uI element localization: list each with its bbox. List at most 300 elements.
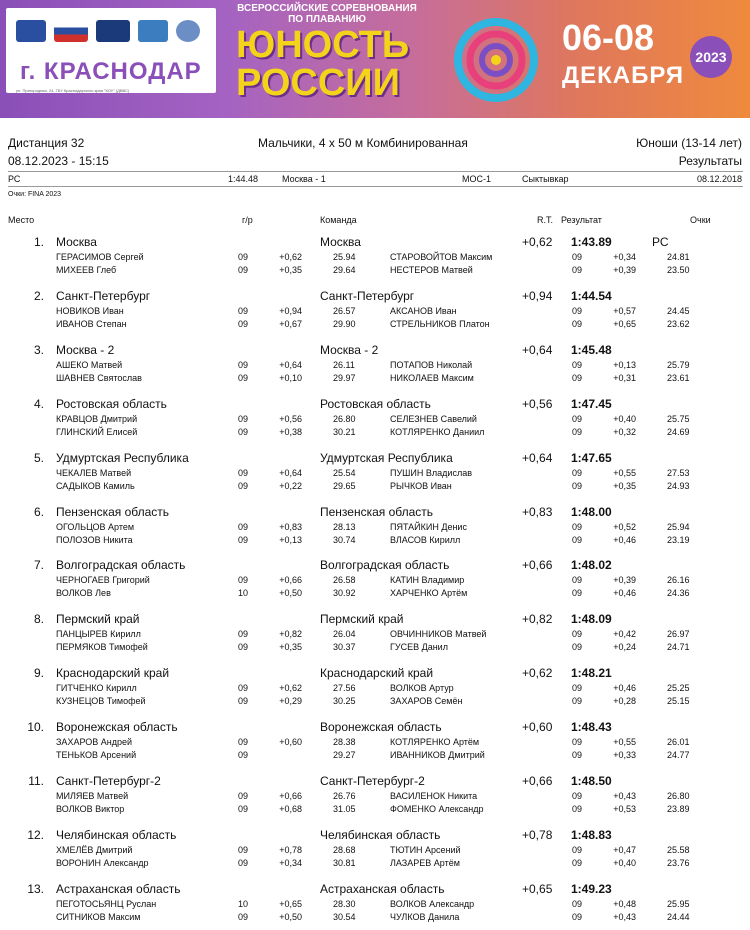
- result-reaction-time: +0,78: [522, 828, 553, 842]
- swimmer-rt-right: +0,35: [613, 481, 636, 491]
- organizer-logo-1: [16, 20, 46, 42]
- swimmer-split: 27.56: [333, 683, 356, 693]
- swimmer-rt-left: +0,64: [279, 468, 302, 478]
- swimmer-rt-right: +0,31: [613, 373, 636, 383]
- swimmer-yob-right: 09: [572, 265, 583, 275]
- swimmer-yob-left: 10: [238, 899, 249, 909]
- swimmer-name-right: КАТИН Владимир: [390, 575, 465, 585]
- swimmer-split: 26.80: [333, 414, 356, 424]
- swimmer-name-right: ТЮТИН Арсений: [390, 845, 461, 855]
- result-reaction-time: +0,94: [522, 289, 553, 303]
- swimmer-yob-right: 09: [572, 319, 583, 329]
- swimmer-split: 28.68: [333, 845, 356, 855]
- swimmer-yob-left: 09: [238, 912, 249, 922]
- swimmer-split: 28.13: [333, 522, 356, 532]
- swimmer-split: 30.25: [333, 696, 356, 706]
- swimmer-name-right: СТРЕЛЬНИКОВ Платон: [390, 319, 490, 329]
- swimmer-rt-left: +0,13: [279, 535, 302, 545]
- result-team-right: Санкт-Петербург: [320, 289, 415, 303]
- swimmer-name-left: ПЕРМЯКОВ Тимофей: [56, 642, 148, 652]
- age-group: Юноши (13-14 лет): [636, 136, 742, 150]
- swimmer-split: 26.04: [333, 629, 356, 639]
- swimmer-split: 29.97: [333, 373, 356, 383]
- swimmer-name-left: ПОЛОЗОВ Никита: [56, 535, 133, 545]
- swimmer-split: 30.21: [333, 427, 356, 437]
- swimmer-rt-left: +0,22: [279, 481, 302, 491]
- swimmer-yob-right: 09: [572, 845, 583, 855]
- result-time: 1:45.48: [571, 343, 612, 357]
- swimmer-rt-right: +0,46: [613, 588, 636, 598]
- result-time: 1:48.02: [571, 558, 612, 572]
- swimmer-name-left: ВОЛКОВ Виктор: [56, 804, 125, 814]
- swimmer-split: 28.30: [333, 899, 356, 909]
- result-place: 10.: [27, 720, 44, 734]
- result-team-left: Краснодарский край: [56, 666, 170, 680]
- result-reaction-time: +0,82: [522, 612, 553, 626]
- event-month: ДЕКАБРЯ: [562, 62, 684, 89]
- result-team-right: Воронежская область: [320, 720, 442, 734]
- swimmer-yob-right: 09: [572, 750, 583, 760]
- swimmer-yob-right: 09: [572, 804, 583, 814]
- result-team-right: Челябинская область: [320, 828, 441, 842]
- swimmer-name-right: ВОЛКОВ Артур: [390, 683, 454, 693]
- swimmer-yob-right: 09: [572, 629, 583, 639]
- city-title: г. КРАСНОДАР: [20, 58, 202, 85]
- swimmer-rt-left: +0,60: [279, 737, 302, 747]
- swimmer-rt-right: +0,57: [613, 306, 636, 316]
- result-reaction-time: +0,66: [522, 774, 553, 788]
- record-city: Сыктывкар: [522, 174, 569, 184]
- event-year-badge: 2023: [690, 36, 732, 78]
- swimmer-rt-left: +0,35: [279, 642, 302, 652]
- swimmer-rt-right: +0,34: [613, 252, 636, 262]
- swimmer-rt-left: +0,94: [279, 306, 302, 316]
- swimmer-rt-right: +0,39: [613, 575, 636, 585]
- swimmer-points: 26.16: [667, 575, 690, 585]
- swimmer-split: 25.94: [333, 252, 356, 262]
- swimmer-name-left: МИХЕЕВ Глеб: [56, 265, 117, 275]
- swimmer-name-right: ПУШИН Владислав: [390, 468, 472, 478]
- swimmer-name-left: ВОЛКОВ Лев: [56, 588, 111, 598]
- swimmer-yob-right: 09: [572, 481, 583, 491]
- swimmer-split: 29.64: [333, 265, 356, 275]
- swimmer-points: 23.50: [667, 265, 690, 275]
- swimmer-name-right: ХАРЧЕНКО Артём: [390, 588, 468, 598]
- swimmer-rt-right: +0,43: [613, 912, 636, 922]
- organizer-logo-3: [96, 20, 130, 42]
- swimmer-yob-left: 09: [238, 319, 249, 329]
- swimmer-rt-right: +0,52: [613, 522, 636, 532]
- swimmer-rt-left: +0,66: [279, 791, 302, 801]
- swimmer-name-right: ОВЧИННИКОВ Матвей: [390, 629, 487, 639]
- swimmer-points: 25.79: [667, 360, 690, 370]
- swimmer-rt-right: +0,43: [613, 791, 636, 801]
- swimmer-yob-left: 09: [238, 791, 249, 801]
- swimmer-rt-left: +0,50: [279, 912, 302, 922]
- swimmer-yob-left: 09: [238, 360, 249, 370]
- swimmer-yob-left: 09: [238, 575, 249, 585]
- swimmer-yob-right: 09: [572, 588, 583, 598]
- swimmer-split: 25.54: [333, 468, 356, 478]
- swimmer-name-left: САДЫКОВ Камиль: [56, 481, 135, 491]
- record-code: РС: [8, 174, 21, 184]
- swimmer-name-left: ПАНЦЫРЕВ Кирилл: [56, 629, 141, 639]
- col-team: Команда: [320, 215, 357, 225]
- swimmer-name-left: ШАВНЕВ Святослав: [56, 373, 142, 383]
- swimmer-points: 24.71: [667, 642, 690, 652]
- swimmer-name-left: ВОРОНИН Александр: [56, 858, 149, 868]
- swimmer-rt-left: +0,50: [279, 588, 302, 598]
- results-label: Результаты: [678, 154, 742, 168]
- swimmer-rt-left: +0,78: [279, 845, 302, 855]
- swimmer-name-left: КРАВЦОВ Дмитрий: [56, 414, 138, 424]
- swimmer-split: 30.81: [333, 858, 356, 868]
- swimmer-rt-right: +0,48: [613, 899, 636, 909]
- swimmer-points: 23.61: [667, 373, 690, 383]
- swimmer-yob-left: 10: [238, 588, 249, 598]
- swimmer-yob-left: 09: [238, 629, 249, 639]
- result-place: 1.: [33, 235, 44, 249]
- swimmer-yob-left: 09: [238, 414, 249, 424]
- result-reaction-time: +0,64: [522, 343, 553, 357]
- swimmer-split: 30.54: [333, 912, 356, 922]
- event-banner: [0, 0, 750, 118]
- organizer-logo-4: [138, 20, 168, 42]
- swimmer-rt-left: +0,62: [279, 252, 302, 262]
- result-place: 13.: [27, 882, 44, 896]
- swimmer-name-right: КОТЛЯРЕНКО Артём: [390, 737, 480, 747]
- result-time: 1:49.23: [571, 882, 612, 896]
- result-place: 8.: [33, 612, 44, 626]
- swimmer-rt-left: +0,68: [279, 804, 302, 814]
- swimmer-name-right: ЧУЛКОВ Данила: [390, 912, 460, 922]
- result-reaction-time: +0,64: [522, 451, 553, 465]
- swimmer-name-left: ЧЕКАЛЕВ Матвей: [56, 468, 132, 478]
- swimmer-points: 23.62: [667, 319, 690, 329]
- swimmer-rt-right: +0,53: [613, 804, 636, 814]
- result-team-right: Пермский край: [320, 612, 404, 626]
- swimmer-points: 24.93: [667, 481, 690, 491]
- swimmer-name-left: КУЗНЕЦОВ Тимофей: [56, 696, 146, 706]
- result-reaction-time: +0,83: [522, 505, 553, 519]
- swimmer-rt-right: +0,65: [613, 319, 636, 329]
- swimmer-name-right: ПЯТАЙКИН Денис: [390, 522, 467, 532]
- swimmer-rt-left: +0,10: [279, 373, 302, 383]
- swimmer-name-right: ЗАХАРОВ Семён: [390, 696, 463, 706]
- swimmer-yob-left: 09: [238, 804, 249, 814]
- swimmer-yob-right: 09: [572, 683, 583, 693]
- swimmer-rt-left: +0,34: [279, 858, 302, 868]
- swimmer-yob-left: 09: [238, 642, 249, 652]
- swimmer-rt-left: +0,66: [279, 575, 302, 585]
- result-team-left: Москва - 2: [56, 343, 115, 357]
- city-address: ул. Пригородная, 24, ГБУ Краснодарского края "КОУ" (ДВВС): [16, 88, 130, 93]
- swimmer-yob-left: 09: [238, 535, 249, 545]
- swimmer-yob-right: 09: [572, 306, 583, 316]
- result-place: 5.: [33, 451, 44, 465]
- organizer-logo-5: [176, 20, 200, 42]
- swimmer-name-left: ГИТЧЕНКО Кирилл: [56, 683, 137, 693]
- result-reaction-time: +0,62: [522, 235, 553, 249]
- result-team-left: Челябинская область: [56, 828, 177, 842]
- swimmer-points: 24.69: [667, 427, 690, 437]
- result-team-left: Санкт-Петербург: [56, 289, 151, 303]
- swimmer-name-right: НИКОЛАЕВ Максим: [390, 373, 474, 383]
- result-time: 1:48.00: [571, 505, 612, 519]
- swimmer-name-left: ИВАНОВ Степан: [56, 319, 127, 329]
- swimmer-yob-left: 09: [238, 481, 249, 491]
- swimmer-yob-left: 09: [238, 696, 249, 706]
- result-time: 1:47.65: [571, 451, 612, 465]
- swimmer-points: 26.97: [667, 629, 690, 639]
- header-divider: [8, 171, 743, 172]
- swimmer-yob-right: 09: [572, 414, 583, 424]
- swimmer-rt-left: +0,35: [279, 265, 302, 275]
- swimmer-points: 25.58: [667, 845, 690, 855]
- swimmer-yob-left: 09: [238, 265, 249, 275]
- swimmer-yob-right: 09: [572, 373, 583, 383]
- swimmer-name-right: ИВАННИКОВ Дмитрий: [390, 750, 485, 760]
- swimmer-yob-right: 09: [572, 575, 583, 585]
- swimmer-split: 31.05: [333, 804, 356, 814]
- swimmer-points: 25.75: [667, 414, 690, 424]
- swimmer-yob-left: 09: [238, 522, 249, 532]
- swimmer-name-right: ФОМЕНКО Александр: [390, 804, 484, 814]
- result-place: 12.: [27, 828, 44, 842]
- swimmer-name-left: ГЕРАСИМОВ Сергей: [56, 252, 144, 262]
- swimmer-rt-left: +0,82: [279, 629, 302, 639]
- result-team-right: Санкт-Петербург-2: [320, 774, 425, 788]
- swimmer-yob-left: 09: [238, 737, 249, 747]
- swimmer-points: 27.53: [667, 468, 690, 478]
- result-reaction-time: +0,62: [522, 666, 553, 680]
- swimmer-rt-right: +0,28: [613, 696, 636, 706]
- swimmer-yob-right: 09: [572, 252, 583, 262]
- swimmer-name-right: РЫЧКОВ Иван: [390, 481, 452, 491]
- result-team-left: Удмуртская Республика: [56, 451, 189, 465]
- swimmer-points: 26.80: [667, 791, 690, 801]
- result-team-left: Пермский край: [56, 612, 140, 626]
- swimmer-split: 30.37: [333, 642, 356, 652]
- swimmer-yob-left: 09: [238, 468, 249, 478]
- swimmer-yob-right: 09: [572, 696, 583, 706]
- swimmer-rt-right: +0,40: [613, 858, 636, 868]
- swimmer-split: 28.38: [333, 737, 356, 747]
- result-place: 11.: [28, 774, 44, 788]
- result-team-left: Ростовская область: [56, 397, 167, 411]
- swimmer-rt-right: +0,42: [613, 629, 636, 639]
- swimmer-points: 24.45: [667, 306, 690, 316]
- result-team-right: Удмуртская Республика: [320, 451, 453, 465]
- result-time: 1:48.83: [571, 828, 612, 842]
- swimmer-points: 23.76: [667, 858, 690, 868]
- result-reaction-time: +0,66: [522, 558, 553, 572]
- result-team-right: Пензенская область: [320, 505, 434, 519]
- swimmer-yob-right: 09: [572, 468, 583, 478]
- swimmer-name-left: ТЕНЬКОВ Арсений: [56, 750, 137, 760]
- swimmer-split: 30.92: [333, 588, 356, 598]
- result-record-note: РС: [652, 235, 669, 249]
- swimmer-name-right: ВОЛКОВ Александр: [390, 899, 475, 909]
- swimmer-name-right: СТАРОВОЙТОВ Максим: [390, 252, 493, 262]
- swimmer-rt-left: +0,65: [279, 899, 302, 909]
- distance-label: Дистанция 32: [8, 136, 85, 150]
- result-team-left: Волгоградская область: [56, 558, 186, 572]
- swimmer-yob-right: 09: [572, 535, 583, 545]
- swimmer-name-left: ГЛИНСКИЙ Елисей: [56, 427, 138, 437]
- result-place: 3.: [33, 343, 44, 357]
- result-time: 1:47.45: [571, 397, 612, 411]
- swimmer-points: 25.95: [667, 899, 690, 909]
- swimmer-name-right: АКСАНОВ Иван: [390, 306, 457, 316]
- result-team-right: Астраханская область: [320, 882, 445, 896]
- swimmer-name-right: ВАСИЛЕНОК Никита: [390, 791, 478, 801]
- swimmer-name-right: ВЛАСОВ Кирилл: [390, 535, 461, 545]
- result-place: 9.: [33, 666, 44, 680]
- swimmer-name-left: АШЕКО Матвей: [56, 360, 123, 370]
- swimmer-rt-left: +0,56: [279, 414, 302, 424]
- result-team-right: Ростовская область: [320, 397, 431, 411]
- swimmer-rt-right: +0,39: [613, 265, 636, 275]
- swimmer-rt-right: +0,13: [613, 360, 636, 370]
- result-place: 6.: [33, 505, 44, 519]
- swimmer-yob-left: 09: [238, 750, 249, 760]
- swimmer-split: 30.74: [333, 535, 356, 545]
- result-team-right: Волгоградская область: [320, 558, 450, 572]
- swimmer-rt-right: +0,24: [613, 642, 636, 652]
- swimmer-points: 24.77: [667, 750, 690, 760]
- result-team-right: Краснодарский край: [320, 666, 434, 680]
- col-yob: г/р: [242, 215, 253, 225]
- swimmer-yob-right: 09: [572, 522, 583, 532]
- result-time: 1:48.21: [571, 666, 612, 680]
- swimmer-yob-right: 09: [572, 360, 583, 370]
- swimmer-yob-right: 09: [572, 858, 583, 868]
- swimmer-rt-right: +0,47: [613, 845, 636, 855]
- result-team-left: Пензенская область: [56, 505, 170, 519]
- swimmer-rt-left: +0,64: [279, 360, 302, 370]
- event-title-line2: РОССИИ: [236, 62, 400, 104]
- swimmer-points: 24.44: [667, 912, 690, 922]
- record-region: МОС-1: [462, 174, 491, 184]
- record-team: Москва - 1: [282, 174, 326, 184]
- swimmer-yob-left: 09: [238, 858, 249, 868]
- result-time: 1:48.43: [571, 720, 612, 734]
- swimmer-name-left: ПЕГОТОСЬЯНЦ Руслан: [56, 899, 157, 909]
- swirl-logo-icon: [452, 8, 540, 108]
- swimmer-name-left: МИЛЯЕВ Матвей: [56, 791, 129, 801]
- swimmer-points: 25.94: [667, 522, 690, 532]
- col-result: Результат: [561, 215, 602, 225]
- result-team-right: Москва - 2: [320, 343, 379, 357]
- result-reaction-time: +0,65: [522, 882, 553, 896]
- swimmer-yob-left: 09: [238, 252, 249, 262]
- result-place: 7.: [33, 558, 44, 572]
- swimmer-split: 26.11: [333, 360, 355, 370]
- record-divider: [8, 186, 743, 187]
- swimmer-points: 26.01: [667, 737, 690, 747]
- result-place: 2.: [33, 289, 44, 303]
- result-team-right: Москва: [320, 235, 361, 249]
- swimmer-rt-right: +0,33: [613, 750, 636, 760]
- swimmer-rt-right: +0,32: [613, 427, 636, 437]
- swimmer-points: 25.15: [667, 696, 690, 706]
- result-team-left: Санкт-Петербург-2: [56, 774, 161, 788]
- swimmer-name-right: КОТЛЯРЕНКО Даниил: [390, 427, 485, 437]
- swimmer-points: 24.36: [667, 588, 690, 598]
- event-datetime: 08.12.2023 - 15:15: [8, 154, 109, 168]
- organizer-logo-2: [54, 20, 88, 42]
- result-reaction-time: +0,56: [522, 397, 553, 411]
- result-team-left: Астраханская область: [56, 882, 181, 896]
- result-time: 1:43.89: [571, 235, 612, 249]
- swimmer-points: 24.81: [667, 252, 690, 262]
- swimmer-yob-left: 09: [238, 306, 249, 316]
- swimmer-rt-left: +0,29: [279, 696, 302, 706]
- swimmer-yob-right: 09: [572, 737, 583, 747]
- record-date: 08.12.2018: [696, 174, 742, 184]
- swimmer-name-right: НЕСТЕРОВ Матвей: [390, 265, 473, 275]
- record-time: 1:44.48: [228, 174, 259, 184]
- swimmer-yob-right: 09: [572, 791, 583, 801]
- swimmer-rt-right: +0,55: [613, 468, 636, 478]
- swimmer-rt-right: +0,46: [613, 535, 636, 545]
- swimmer-yob-right: 09: [572, 899, 583, 909]
- swimmer-rt-left: +0,83: [279, 522, 302, 532]
- swimmer-yob-left: 09: [238, 683, 249, 693]
- swimmer-rt-left: +0,67: [279, 319, 302, 329]
- swimmer-rt-right: +0,40: [613, 414, 636, 424]
- swimmer-name-right: ГУСЕВ Данил: [390, 642, 448, 652]
- col-place: Место: [8, 215, 35, 225]
- swimmer-points: 23.89: [667, 804, 690, 814]
- swimmer-name-left: СИТНИКОВ Максим: [56, 912, 141, 922]
- swimmer-yob-right: 09: [572, 912, 583, 922]
- swimmer-yob-left: 09: [238, 427, 249, 437]
- event-dates: 06-08: [562, 17, 655, 58]
- swimmer-split: 29.27: [333, 750, 356, 760]
- swimmer-name-left: ЗАХАРОВ Андрей: [56, 737, 133, 747]
- swimmer-name-right: ЛАЗАРЕВ Артём: [390, 858, 460, 868]
- col-points: Очки: [690, 215, 711, 225]
- result-team-left: Воронежская область: [56, 720, 178, 734]
- col-rt: R.T.: [537, 215, 554, 225]
- swimmer-points: 23.19: [667, 535, 690, 545]
- swimmer-split: 29.90: [333, 319, 356, 329]
- swimmer-yob-left: 09: [238, 373, 249, 383]
- swimmer-name-right: СЕЛЕЗНЕВ Савелий: [390, 414, 477, 424]
- swimmer-split: 29.65: [333, 481, 356, 491]
- result-time: 1:48.50: [571, 774, 612, 788]
- swimmer-yob-right: 09: [572, 642, 583, 652]
- event-title-line1: ЮНОСТЬ: [236, 24, 410, 66]
- logo-card: [6, 8, 216, 93]
- result-reaction-time: +0,60: [522, 720, 553, 734]
- swimmer-name-left: НОВИКОВ Иван: [56, 306, 124, 316]
- swimmer-split: 26.76: [333, 791, 356, 801]
- swimmer-yob-right: 09: [572, 427, 583, 437]
- swimmer-split: 26.57: [333, 306, 356, 316]
- points-note: Очки: FINA 2023: [8, 191, 62, 198]
- result-time: 1:44.54: [571, 289, 612, 303]
- swimmer-split: 26.58: [333, 575, 356, 585]
- swimmer-rt-right: +0,46: [613, 683, 636, 693]
- swimmer-rt-left: +0,38: [279, 427, 302, 437]
- swimmer-yob-left: 09: [238, 845, 249, 855]
- result-team-left: Москва: [56, 235, 97, 249]
- swimmer-name-right: ПОТАПОВ Николай: [390, 360, 473, 370]
- swimmer-name-left: ХМЕЛЁВ Дмитрий: [56, 845, 133, 855]
